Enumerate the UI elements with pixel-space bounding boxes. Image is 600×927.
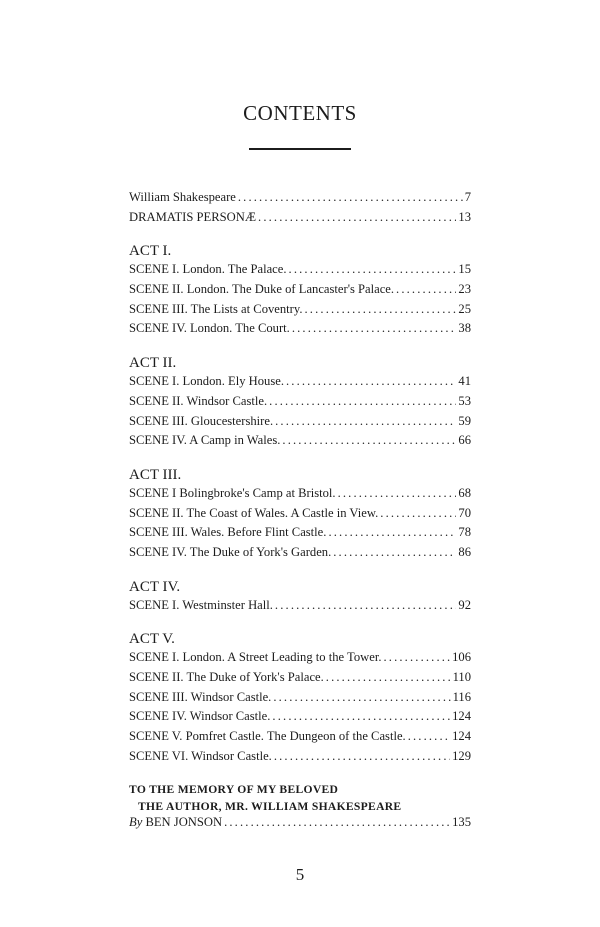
dot-leader: [380, 506, 456, 521]
toc-entry-act2-scene4[interactable]: [129, 433, 471, 453]
entry-title: SCENE VI. Windsor Castle.: [129, 748, 272, 763]
entry-page-number: 135: [452, 815, 471, 830]
entry-page-number: 25: [458, 301, 471, 316]
toc-entry-act4-scene1[interactable]: [129, 598, 471, 618]
toc-entry-act2-scene3[interactable]: [129, 414, 471, 434]
dot-leader: [258, 210, 456, 225]
toc-entry-act5-scene5[interactable]: [129, 729, 471, 749]
act-heading: ACT I.: [129, 243, 172, 260]
entry-page-number: 78: [458, 525, 471, 540]
dot-leader: [338, 486, 457, 501]
dot-leader: [274, 749, 450, 764]
dot-leader: [272, 709, 450, 724]
dot-leader: [275, 414, 456, 429]
entry-title: SCENE II. Windsor Castle.: [129, 393, 268, 408]
dot-leader: [326, 670, 451, 685]
memorial-heading-line-2: THE AUTHOR, MR. WILLIAM SHAKESPEARE: [138, 800, 402, 814]
entry-page-number: 124: [452, 729, 471, 744]
entry-title: SCENE III. Gloucestershire.: [129, 413, 274, 428]
entry-page-number: 38: [458, 321, 471, 336]
dot-leader: [273, 690, 450, 705]
entry-title: DRAMATIS PERSONÆ: [129, 209, 257, 224]
toc-entry-front-0[interactable]: [129, 190, 471, 210]
toc-entry-ben-jonson[interactable]: [129, 815, 471, 835]
dot-leader: [282, 433, 456, 448]
page-title: CONTENTS: [243, 101, 357, 125]
entry-title: SCENE II. The Coast of Wales. A Castle in View.: [129, 505, 379, 520]
toc-entry-act3-scene1[interactable]: [129, 486, 471, 506]
memorial-heading: [129, 781, 471, 815]
entry-page-number: 68: [458, 485, 471, 500]
entry-title: SCENE II. The Duke of York's Palace.: [129, 670, 324, 684]
entry-page-number: 66: [458, 433, 471, 448]
entry-page-number: 129: [452, 748, 471, 763]
entry-page-number: 59: [458, 413, 471, 428]
toc-entry-act5-scene6[interactable]: [129, 749, 471, 769]
entry-title: SCENE V. Pomfret Castle. The Dungeon of the Castle.: [129, 729, 406, 744]
by-prefix: By: [129, 815, 143, 830]
toc-entry-act2-scene1[interactable]: [129, 374, 471, 394]
dot-leader: [383, 650, 450, 665]
toc-entry-act1-scene3[interactable]: [129, 302, 471, 322]
dot-leader: [333, 545, 456, 560]
dot-leader: [328, 525, 456, 540]
toc-entry-act3-scene2[interactable]: [129, 506, 471, 526]
dot-leader: [275, 598, 456, 613]
dot-leader: [292, 321, 457, 336]
toc-entry-act5-scene3[interactable]: [129, 690, 471, 710]
toc-entry-act5-scene4[interactable]: [129, 709, 471, 729]
table-of-contents: [129, 190, 471, 835]
entry-page-number: 116: [452, 689, 471, 704]
toc-entry-act1-scene2[interactable]: [129, 282, 471, 302]
act-heading: ACT II.: [129, 355, 177, 372]
title-rule: [249, 148, 351, 150]
page-number: 5: [295, 865, 305, 884]
entry-title: SCENE IV. A Camp in Wales.: [129, 433, 281, 448]
entry-page-number: 15: [458, 262, 471, 277]
entry-title: SCENE IV. London. The Court.: [129, 321, 290, 336]
entry-page-number: 7: [464, 190, 471, 204]
entry-title: SCENE IV. The Duke of York's Garden.: [129, 544, 332, 559]
entry-title: William Shakespeare: [129, 190, 236, 204]
entry-title: SCENE I. Westminster Hall.: [129, 597, 273, 612]
entry-title: SCENE I. London. The Palace.: [129, 262, 287, 277]
act-heading: ACT IV.: [129, 578, 181, 595]
entry-page-number: 124: [452, 709, 471, 724]
toc-entry-act3-scene3[interactable]: [129, 525, 471, 545]
entry-page-number: 110: [452, 670, 471, 684]
entry-title: SCENE III. Wales. Before Flint Castle.: [129, 525, 327, 540]
entry-title: BEN JONSON: [145, 815, 223, 830]
dot-leader: [238, 190, 463, 205]
toc-entry-act1-scene4[interactable]: [129, 321, 471, 341]
entry-page-number: 23: [458, 282, 471, 297]
dot-leader: [286, 374, 456, 389]
entry-title: SCENE III. The Lists at Coventry.: [129, 301, 303, 316]
entry-page-number: 92: [458, 597, 471, 612]
toc-entry-act5-scene1[interactable]: [129, 650, 471, 670]
toc-entry-act5-scene2[interactable]: [129, 670, 471, 690]
toc-entry-act3-scene4[interactable]: [129, 545, 471, 565]
dot-leader: [224, 815, 450, 830]
entry-page-number: 70: [458, 505, 471, 520]
entry-title: SCENE I Bolingbroke's Camp at Bristol.: [129, 485, 336, 500]
entry-page-number: 86: [458, 544, 471, 559]
entry-page-number: 106: [452, 650, 471, 665]
entry-page-number: 53: [458, 393, 471, 408]
entry-title: SCENE I. London. Ely House.: [129, 374, 284, 389]
dot-leader: [305, 302, 457, 317]
entry-title: SCENE II. London. The Duke of Lancaster's Palace.: [129, 282, 395, 297]
toc-entry-act2-scene2[interactable]: [129, 394, 471, 414]
entry-page-number: 41: [458, 374, 471, 389]
toc-entry-front-1[interactable]: [129, 210, 471, 230]
dot-leader: [269, 394, 456, 409]
dot-leader: [289, 262, 457, 277]
toc-entry-act1-scene1[interactable]: [129, 262, 471, 282]
dot-leader: [408, 729, 450, 744]
dot-leader: [396, 282, 456, 297]
entry-page-number: 13: [458, 209, 471, 224]
entry-title: SCENE III. Windsor Castle.: [129, 689, 272, 704]
entry-title: SCENE I. London. A Street Leading to the Tower.: [129, 650, 382, 665]
act-heading: ACT III.: [129, 466, 182, 483]
memorial-heading-line-1: TO THE MEMORY OF MY BELOVED: [129, 783, 339, 797]
entry-title: SCENE IV. Windsor Castle.: [129, 709, 271, 724]
act-heading: ACT V.: [129, 631, 175, 648]
